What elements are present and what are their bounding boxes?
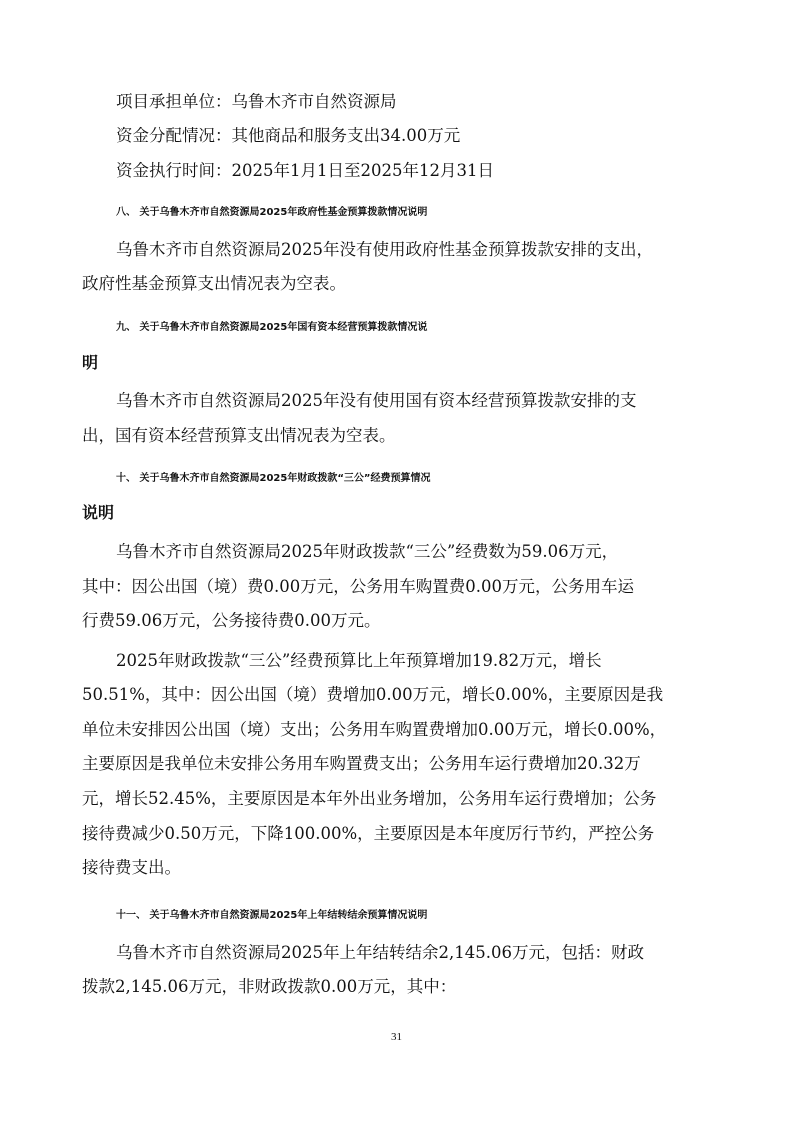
page-number: 31 bbox=[391, 1031, 402, 1043]
section-heading-9-cont: 明 bbox=[82, 353, 99, 372]
text-line: 元，增长52.45%，主要原因是本年外出业务增加，公务用车运行费增加；公务 bbox=[82, 789, 657, 808]
text-line: 乌鲁木齐市自然资源局2025年上年结转结余2,145.06万元，包括：财政 bbox=[116, 943, 644, 962]
text-line: 拨款2,145.06万元，非财政拨款0.00万元，其中： bbox=[82, 977, 457, 996]
section-heading-10: 十、 关于乌鲁木齐市自然资源局2025年财政拨款“三公”经费预算情况 bbox=[116, 473, 431, 484]
text-line: 接待费支出。 bbox=[82, 858, 181, 877]
text-line: 项目承担单位：乌鲁木齐市自然资源局 bbox=[116, 92, 397, 111]
text-line: 2025年财政拨款“三公”经费预算比上年预算增加19.82万元，增长 bbox=[116, 651, 602, 670]
section-heading-8: 八、 关于乌鲁木齐市自然资源局2025年政府性基金预算拨款情况说明 bbox=[116, 207, 428, 218]
text-line: 行费59.06万元，公务接待费0.00万元。 bbox=[82, 611, 381, 630]
text-line: 政府性基金预算支出情况表为空表。 bbox=[82, 274, 346, 293]
text-line: 主要原因是我单位未安排公务用车购置费支出；公务用车运行费增加20.32万 bbox=[82, 754, 641, 773]
section-heading-9: 九、 关于乌鲁木齐市自然资源局2025年国有资本经营预算拨款情况说 bbox=[116, 322, 428, 333]
text-line: 单位未安排因公出国（境）支出；公务用车购置费增加0.00万元，增长0.00%， bbox=[82, 720, 667, 739]
text-line: 接待费减少0.50万元，下降100.00%，主要原因是本年度厉行节约，严控公务 bbox=[82, 824, 655, 843]
section-heading-11: 十一、 关于乌鲁木齐市自然资源局2025年上年结转结余预算情况说明 bbox=[116, 910, 428, 921]
text-line: 乌鲁木齐市自然资源局2025年没有使用国有资本经营预算拨款安排的支 bbox=[116, 391, 637, 410]
text-line: 乌鲁木齐市自然资源局2025年财政拨款“三公”经费数为59.06万元， bbox=[116, 542, 619, 561]
text-line: 其中：因公出国（境）费0.00万元，公务用车购置费0.00万元，公务用车运 bbox=[82, 577, 634, 596]
section-heading-10-cont: 说明 bbox=[82, 503, 115, 522]
text-line: 乌鲁木齐市自然资源局2025年没有使用政府性基金预算拨款安排的支出， bbox=[116, 240, 653, 259]
text-line: 资金执行时间：2025年1月1日至2025年12月31日 bbox=[116, 161, 494, 180]
text-line: 资金分配情况：其他商品和服务支出34.00万元 bbox=[116, 126, 461, 145]
text-line: 50.51%，其中：因公出国（境）费增加0.00万元，增长0.00%，主要原因是我 bbox=[82, 685, 664, 704]
text-line: 出，国有资本经营预算支出情况表为空表。 bbox=[82, 426, 396, 445]
